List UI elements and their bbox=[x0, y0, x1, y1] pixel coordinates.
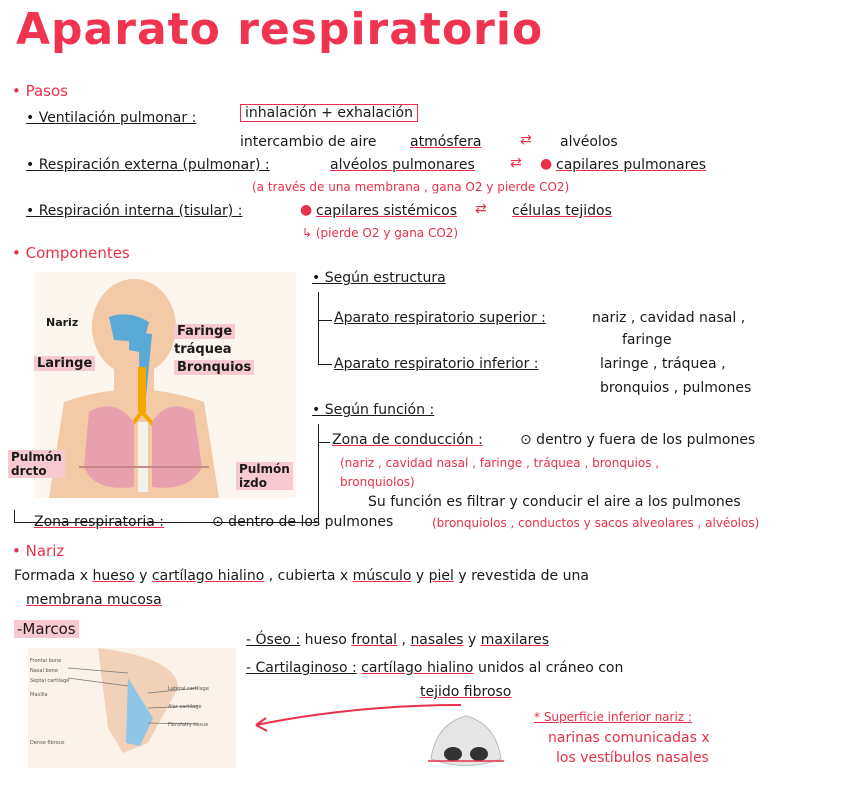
section-componentes: • Componentes bbox=[12, 244, 130, 262]
ventilacion-line2a: intercambio de aire bbox=[240, 134, 377, 150]
ventilacion-line2c: alvéolos bbox=[560, 134, 618, 150]
oseo-val-c: , bbox=[401, 632, 406, 648]
nariz-line1 bbox=[14, 568, 589, 584]
sup-val1: narinas comunicadas x bbox=[548, 730, 710, 746]
externa-a: alvéolos pulmonares bbox=[330, 157, 475, 173]
blood-drop-icon: ● bbox=[300, 202, 313, 218]
fig-tiny-label: Frontal bone bbox=[30, 658, 62, 664]
nostrils-illustration bbox=[426, 714, 506, 770]
label-traquea: tráquea bbox=[174, 342, 232, 357]
label-pulmon-derecho: Pulmón drcto bbox=[8, 450, 65, 478]
nariz-line1i: y revestida de una bbox=[458, 568, 589, 584]
fig-tiny-label: Nasal bone bbox=[30, 668, 58, 674]
ventilacion-line2b: atmósfera bbox=[410, 134, 482, 150]
nariz-musculo: músculo bbox=[352, 568, 412, 584]
fig-tiny-label: Lateral cartilage bbox=[168, 686, 209, 692]
nariz-membrana: membrana mucosa bbox=[26, 592, 162, 608]
section-nariz: • Nariz bbox=[12, 542, 65, 560]
interna-label: • Respiración interna (tisular) : bbox=[26, 203, 243, 219]
inferior-val2: bronquios , pulmones bbox=[600, 380, 752, 396]
funcion-branch bbox=[318, 442, 330, 443]
section-marcos: -Marcos bbox=[14, 620, 79, 638]
fig-tiny-label: Alar cartilage bbox=[168, 704, 202, 710]
nariz-hueso: hueso bbox=[92, 568, 135, 584]
sup-val2: los vestíbulos nasales bbox=[556, 750, 709, 766]
estructura-heading: • Según estructura bbox=[312, 270, 446, 286]
respiratoria-label: Zona respiratoria : bbox=[34, 514, 164, 530]
label-bronquios: Bronquios bbox=[174, 360, 254, 375]
conduccion-label: Zona de conducción : bbox=[332, 432, 483, 448]
externa-label: • Respiración externa (pulmonar) : bbox=[26, 157, 270, 173]
nariz-line1g: y bbox=[415, 568, 425, 584]
fig-tiny-label: Dense fibrous bbox=[30, 740, 65, 746]
label-nariz: Nariz bbox=[46, 316, 79, 329]
page-title: Aparato respiratorio bbox=[16, 4, 544, 55]
interna-note: ↳ (pierde O2 y gana CO2) bbox=[302, 226, 459, 240]
nose-anatomy-figure bbox=[28, 648, 236, 768]
exchange-arrows-icon: ⇄ bbox=[520, 132, 532, 148]
oseo-val-f: maxilares bbox=[480, 632, 549, 648]
label-laringe: Laringe bbox=[34, 356, 95, 371]
oseo-val-b: frontal bbox=[351, 632, 398, 648]
conduccion-func: Su función es filtrar y conducir el aire a los pulmones bbox=[368, 494, 741, 510]
oseo-val-e: y bbox=[468, 632, 477, 648]
conduccion-list1: (nariz , cavidad nasal , faringe , tráquea , bronquios , bbox=[340, 456, 660, 470]
estructura-bracket bbox=[318, 292, 319, 364]
cart-line bbox=[246, 660, 623, 676]
ventilacion-box: inhalación + exhalación bbox=[240, 104, 418, 122]
nariz-line1c: y bbox=[139, 568, 148, 584]
label-pulmon-izquierdo: Pulmón izdo bbox=[236, 462, 293, 490]
cart-val-a: cartílago hialino bbox=[361, 660, 474, 676]
respiratoria-val: ⊙ dentro de los pulmones bbox=[212, 514, 394, 530]
funcion-heading: • Según función : bbox=[312, 402, 435, 418]
fig-tiny-label: Septal cartilage bbox=[30, 678, 70, 684]
label-faringe: Faringe bbox=[174, 324, 235, 339]
nariz-piel: piel bbox=[428, 568, 454, 584]
nariz-line1a: Formada x bbox=[14, 568, 89, 584]
externa-b: capilares pulmonares bbox=[556, 157, 706, 173]
fig-tiny-label: Maxilla bbox=[30, 692, 48, 698]
interna-b: células tejidos bbox=[512, 203, 612, 219]
nose-illustration bbox=[28, 648, 236, 768]
inferior-label: Aparato respiratorio inferior : bbox=[334, 356, 539, 372]
cart-val-b: unidos al cráneo con bbox=[477, 660, 624, 676]
oseo-line bbox=[246, 632, 549, 648]
conduccion-list2: bronquiolos) bbox=[340, 475, 415, 489]
interna-a: capilares sistémicos bbox=[316, 203, 457, 219]
estructura-branch bbox=[318, 320, 332, 321]
oseo-val-a: hueso bbox=[304, 632, 347, 648]
respiratory-anatomy-figure bbox=[11, 272, 296, 498]
ventilacion-label: • Ventilación pulmonar : bbox=[26, 110, 197, 126]
cart-val-c: tejido fibroso bbox=[420, 684, 512, 700]
estructura-branch bbox=[318, 364, 332, 365]
oseo-val-d: nasales bbox=[410, 632, 464, 648]
cart-label: - Cartilaginoso : bbox=[246, 660, 357, 676]
inferior-val1: laringe , tráquea , bbox=[600, 356, 726, 372]
externa-note: (a través de una membrana , gana O2 y pierde CO2) bbox=[252, 180, 570, 194]
funcion-branch-tip bbox=[14, 510, 15, 522]
funcion-bracket bbox=[318, 424, 319, 522]
respiratoria-list: (bronquiolos , conductos y sacos alveolares , alvéolos) bbox=[432, 516, 760, 530]
exchange-arrows-icon: ⇄ bbox=[475, 201, 487, 217]
blood-drop-icon: ● bbox=[540, 156, 553, 172]
nariz-line1e: , cubierta x bbox=[268, 568, 349, 584]
sup-label: * Superficie inferior nariz : bbox=[534, 710, 692, 724]
superior-val2: faringe bbox=[622, 332, 672, 348]
oseo-label: - Óseo : bbox=[246, 632, 301, 648]
nariz-cartilago: cartílago hialino bbox=[151, 568, 265, 584]
superior-label: Aparato respiratorio superior : bbox=[334, 310, 546, 326]
superior-val1: nariz , cavidad nasal , bbox=[592, 310, 746, 326]
section-pasos: • Pasos bbox=[12, 82, 68, 100]
fig-tiny-label: Fibrofatty tissue bbox=[168, 722, 209, 728]
conduccion-val: ⊙ dentro y fuera de los pulmones bbox=[520, 432, 756, 448]
exchange-arrows-icon: ⇄ bbox=[510, 155, 522, 171]
